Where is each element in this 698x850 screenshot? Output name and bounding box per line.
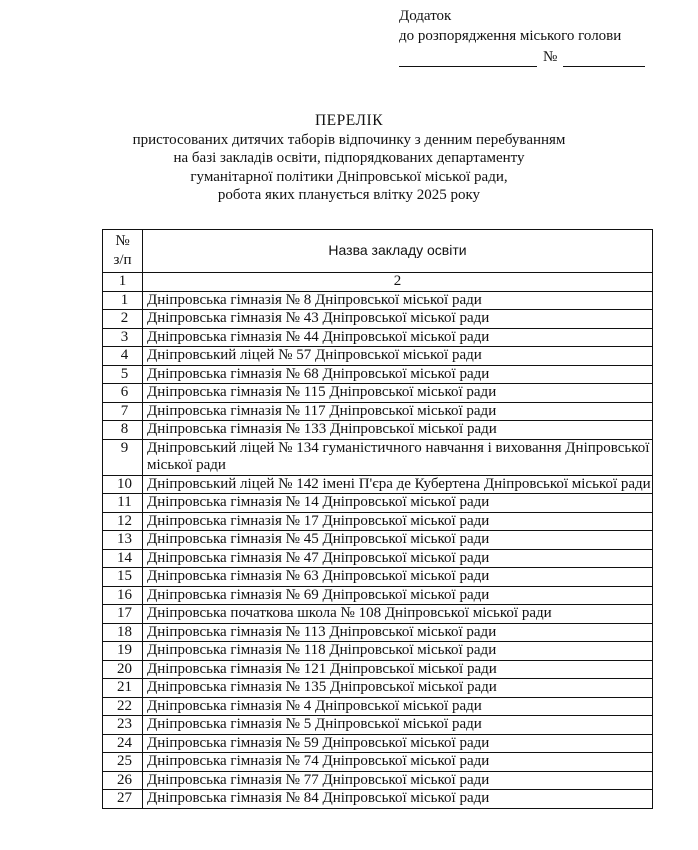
table-row bbox=[103, 549, 653, 568]
row-number: 14 bbox=[103, 549, 143, 568]
table-row bbox=[103, 291, 653, 310]
row-number: 20 bbox=[103, 660, 143, 679]
number-sign: № bbox=[543, 49, 558, 65]
column-index-2: 2 bbox=[143, 273, 653, 292]
institution-name: Дніпровська гімназія № 47 Дніпровської міської ради bbox=[143, 549, 653, 568]
row-number: 1 bbox=[103, 291, 143, 310]
row-number: 16 bbox=[103, 586, 143, 605]
heading-line-4: робота яких планується влітку 2025 року bbox=[217, 187, 481, 204]
institution-name: Дніпровська гімназія № 45 Дніпровської міської ради bbox=[143, 531, 653, 550]
institution-name: Дніпровська гімназія № 4 Дніпровської міської ради bbox=[143, 697, 653, 716]
row-number: 13 bbox=[103, 531, 143, 550]
row-number: 9 bbox=[103, 439, 143, 475]
row-number: 8 bbox=[103, 421, 143, 440]
row-number: 23 bbox=[103, 716, 143, 735]
table-row bbox=[103, 365, 653, 384]
table-row bbox=[103, 310, 653, 329]
table-body bbox=[103, 291, 653, 808]
table-row bbox=[103, 402, 653, 421]
table-row bbox=[103, 347, 653, 366]
table-row bbox=[103, 697, 653, 716]
table-row bbox=[103, 753, 653, 772]
table-row bbox=[103, 568, 653, 587]
row-number: 2 bbox=[103, 310, 143, 329]
institution-name: Дніпровська гімназія № 113 Дніпровської міської ради bbox=[143, 623, 653, 642]
institution-name: Дніпровська гімназія № 59 Дніпровської міської ради bbox=[143, 734, 653, 753]
institution-name: Дніпровська гімназія № 74 Дніпровської міської ради bbox=[143, 753, 653, 772]
table-row bbox=[103, 734, 653, 753]
order-number-blank bbox=[563, 52, 645, 67]
row-number: 12 bbox=[103, 512, 143, 531]
institution-name: Дніпровський ліцей № 134 гуманістичного навчання і виховання Дніпровської міської ради bbox=[143, 439, 653, 475]
institution-name: Дніпровська гімназія № 44 Дніпровської міської ради bbox=[143, 328, 653, 347]
table-row bbox=[103, 439, 653, 475]
table-row bbox=[103, 328, 653, 347]
table-row bbox=[103, 790, 653, 809]
row-number: 21 bbox=[103, 679, 143, 698]
institution-name: Дніпровська гімназія № 133 Дніпровської міської ради bbox=[143, 421, 653, 440]
column-header-number-line-2: з/п bbox=[113, 252, 132, 268]
order-date-blank bbox=[399, 52, 537, 67]
table-row bbox=[103, 475, 653, 494]
row-number: 25 bbox=[103, 753, 143, 772]
institution-name: Дніпровська гімназія № 117 Дніпровської міської ради bbox=[143, 402, 653, 421]
table-row bbox=[103, 660, 653, 679]
heading-line-2: на базі закладів освіти, підпорядкованих департаменту bbox=[173, 150, 525, 167]
institution-name: Дніпровська гімназія № 77 Дніпровської міської ради bbox=[143, 771, 653, 790]
row-number: 26 bbox=[103, 771, 143, 790]
institution-name: Дніпровська гімназія № 14 Дніпровської міської ради bbox=[143, 494, 653, 513]
row-number: 11 bbox=[103, 494, 143, 513]
row-number: 24 bbox=[103, 734, 143, 753]
row-number: 19 bbox=[103, 642, 143, 661]
row-number: 3 bbox=[103, 328, 143, 347]
row-number: 18 bbox=[103, 623, 143, 642]
row-number: 7 bbox=[103, 402, 143, 421]
table-row bbox=[103, 679, 653, 698]
institution-name: Дніпровська гімназія № 115 Дніпровської міської ради bbox=[143, 384, 653, 403]
document-heading bbox=[0, 112, 698, 205]
order-number-line bbox=[399, 47, 645, 67]
row-number: 27 bbox=[103, 790, 143, 809]
heading-line-1: пристосованих дитячих таборів відпочинку з денним перебуванням bbox=[132, 131, 566, 148]
addendum-title: Додаток bbox=[399, 8, 452, 24]
table-row bbox=[103, 642, 653, 661]
institution-name: Дніпровська гімназія № 121 Дніпровської міської ради bbox=[143, 660, 653, 679]
institution-name: Дніпровська гімназія № 69 Дніпровської міської ради bbox=[143, 586, 653, 605]
camps-table bbox=[102, 229, 653, 809]
table-row bbox=[103, 623, 653, 642]
row-number: 17 bbox=[103, 605, 143, 624]
institution-name: Дніпровська гімназія № 68 Дніпровської міської ради bbox=[143, 365, 653, 384]
table-row bbox=[103, 384, 653, 403]
institution-name: Дніпровський ліцей № 57 Дніпровської міської ради bbox=[143, 347, 653, 366]
heading-title: ПЕРЕЛІК bbox=[314, 112, 384, 129]
addendum-block bbox=[399, 6, 645, 67]
table-row bbox=[103, 494, 653, 513]
column-header-number bbox=[103, 230, 143, 273]
column-header-name: Назва закладу освіти bbox=[143, 230, 653, 273]
table-row bbox=[103, 586, 653, 605]
table-header-row bbox=[103, 230, 653, 273]
row-number: 10 bbox=[103, 475, 143, 494]
row-number: 6 bbox=[103, 384, 143, 403]
institution-name: Дніпровський ліцей № 142 імені П'єра де Кубертена Дніпровської міської ради bbox=[143, 475, 653, 494]
institution-name: Дніпровська гімназія № 135 Дніпровської міської ради bbox=[143, 679, 653, 698]
institution-name: Дніпровська початкова школа № 108 Дніпровської міської ради bbox=[143, 605, 653, 624]
institution-name: Дніпровська гімназія № 84 Дніпровської міської ради bbox=[143, 790, 653, 809]
table-row bbox=[103, 716, 653, 735]
addendum-order-reference: до розпорядження міського голови bbox=[399, 28, 622, 44]
table-row bbox=[103, 421, 653, 440]
row-number: 22 bbox=[103, 697, 143, 716]
row-number: 15 bbox=[103, 568, 143, 587]
row-number: 5 bbox=[103, 365, 143, 384]
institution-name: Дніпровська гімназія № 118 Дніпровської міської ради bbox=[143, 642, 653, 661]
institution-name: Дніпровська гімназія № 5 Дніпровської міської ради bbox=[143, 716, 653, 735]
column-index-1: 1 bbox=[103, 273, 143, 292]
column-header-number-line-1: № bbox=[115, 233, 130, 249]
institution-name: Дніпровська гімназія № 63 Дніпровської міської ради bbox=[143, 568, 653, 587]
table-row bbox=[103, 605, 653, 624]
institution-name: Дніпровська гімназія № 17 Дніпровської міської ради bbox=[143, 512, 653, 531]
institution-name: Дніпровська гімназія № 8 Дніпровської міської ради bbox=[143, 291, 653, 310]
column-index-row bbox=[103, 273, 653, 292]
heading-line-3: гуманітарної політики Дніпровської міської ради, bbox=[190, 168, 508, 185]
table-row bbox=[103, 771, 653, 790]
table-row bbox=[103, 512, 653, 531]
table-row bbox=[103, 531, 653, 550]
institution-name: Дніпровська гімназія № 43 Дніпровської міської ради bbox=[143, 310, 653, 329]
row-number: 4 bbox=[103, 347, 143, 366]
